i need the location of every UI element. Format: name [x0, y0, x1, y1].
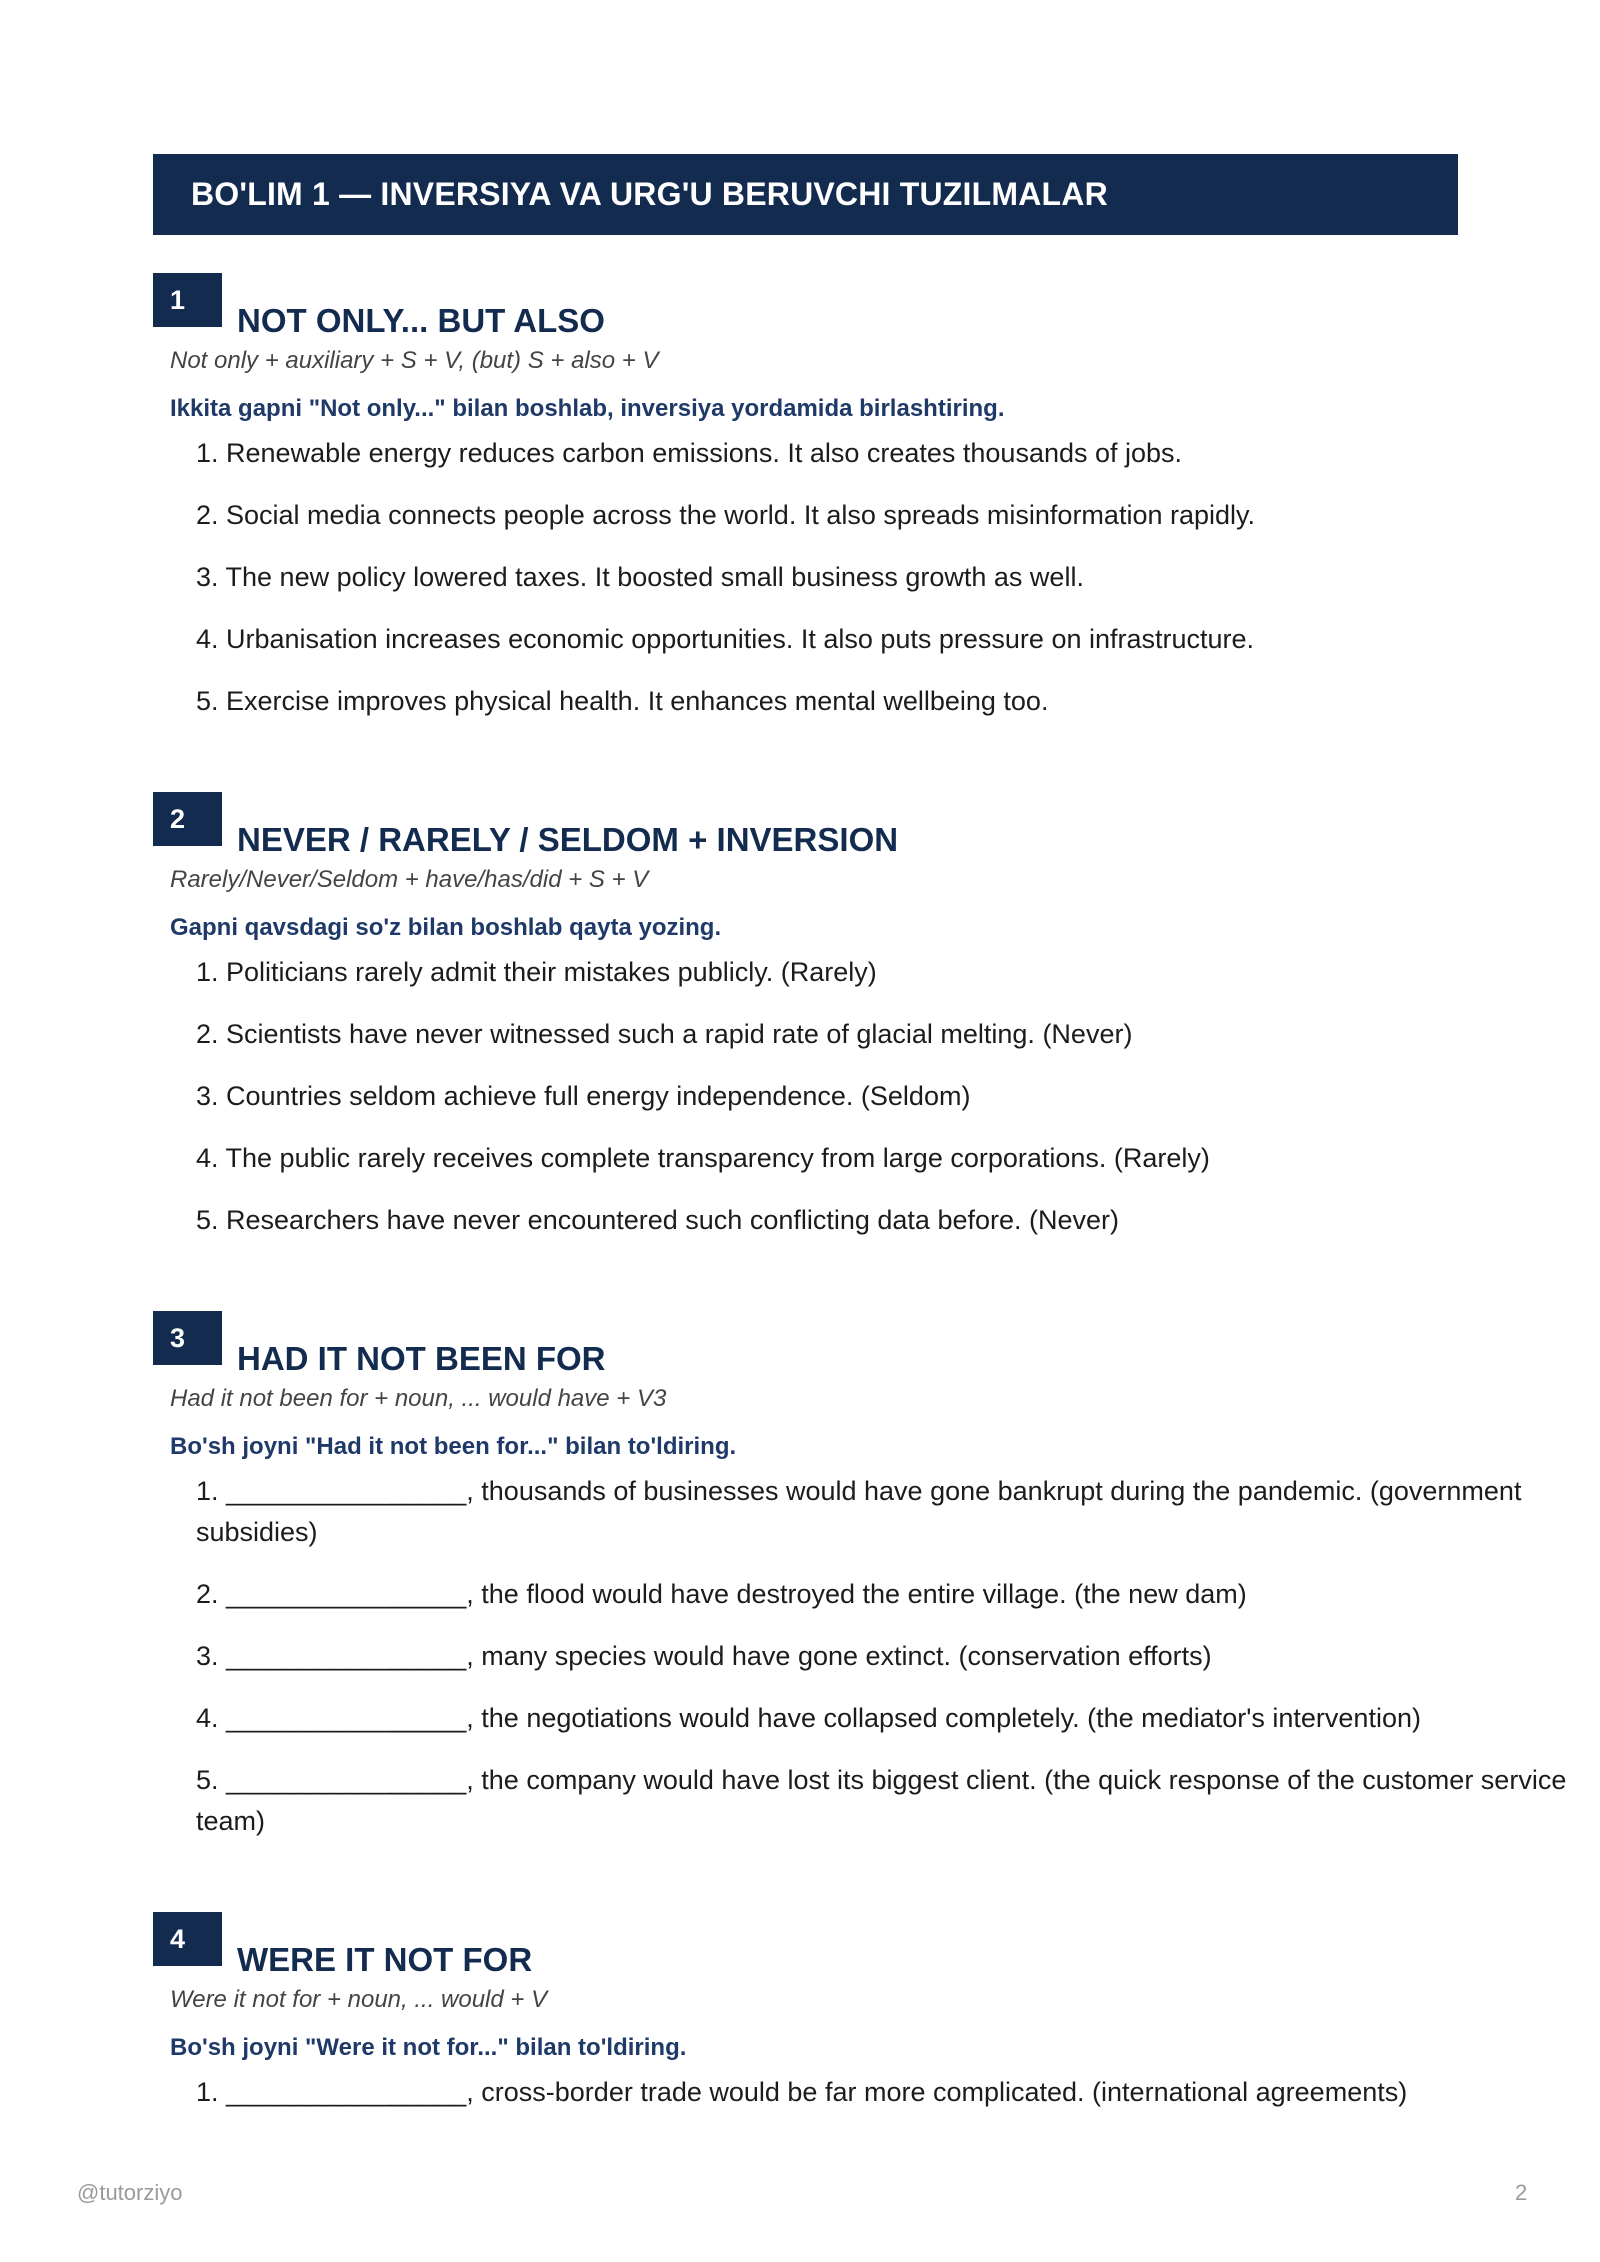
- exercise-instruction: Gapni qavsdagi so'z bilan boshlab qayta yozing.: [170, 914, 722, 941]
- exercise-header: [153, 1912, 1458, 1978]
- exercise-title: WERE IT NOT FOR: [237, 1941, 533, 1978]
- exercise-number-badge: 3: [153, 1311, 222, 1365]
- exercise-title: HAD IT NOT BEEN FOR: [237, 1340, 606, 1377]
- exercise-header: [153, 792, 1458, 858]
- section-title: BO'LIM 1 — INVERSIYA VA URG'U BERUVCHI TUZILMALAR: [191, 176, 1108, 212]
- exercise-4: [153, 1912, 1458, 2113]
- exercise-formula: Not only + auxiliary + S + V, (but) S + also + V: [170, 347, 659, 374]
- exercise-header: [153, 273, 1458, 339]
- exercise-items: [153, 1471, 1567, 1842]
- exercise-item: 4. Urbanisation increases economic opportunities. It also puts pressure on infrastructure.: [196, 624, 1255, 654]
- exercise-item: 3. The new policy lowered taxes. It boosted small business growth as well.: [196, 562, 1084, 592]
- exercise-item: 5. ________________, the company would have lost its biggest client. (the quick response of the customer service team): [196, 1765, 1567, 1836]
- exercise-item: 5. Researchers have never encountered such conflicting data before. (Never): [196, 1205, 1120, 1235]
- exercise-instruction: Bo'sh joyni "Were it not for..." bilan to'ldiring.: [170, 2034, 687, 2061]
- worksheet-page: [153, 154, 1567, 2134]
- exercise-number-badge: 4: [153, 1912, 222, 1966]
- exercise-item: 1. Politicians rarely admit their mistakes publicly. (Rarely): [196, 957, 877, 987]
- exercise-formula: Rarely/Never/Seldom + have/has/did + S + V: [170, 866, 649, 893]
- exercise-item: 1. Renewable energy reduces carbon emissions. It also creates thousands of jobs.: [196, 438, 1183, 468]
- page-number: 2: [1515, 2180, 1528, 2205]
- exercise-header: [153, 1311, 1458, 1377]
- exercise-instruction: Bo'sh joyni "Had it not been for..." bilan to'ldiring.: [170, 1433, 737, 1460]
- exercise-item: 4. ________________, the negotiations would have collapsed completely. (the mediator's intervention): [196, 1703, 1421, 1733]
- exercise-item: 2. Scientists have never witnessed such a rapid rate of glacial melting. (Never): [196, 1019, 1133, 1049]
- exercise-item: 2. Social media connects people across the world. It also spreads misinformation rapidly.: [196, 500, 1256, 530]
- exercise-item: 3. Countries seldom achieve full energy independence. (Seldom): [196, 1081, 971, 1111]
- exercise-item: 1. ________________, cross-border trade would be far more complicated. (international agreements): [196, 2077, 1408, 2107]
- section-banner: [153, 154, 1458, 235]
- exercise-title: NEVER / RARELY / SELDOM + INVERSION: [237, 821, 899, 858]
- exercise-items: [153, 952, 1458, 1241]
- exercise-2: [153, 792, 1458, 1241]
- exercise-3: [153, 1311, 1567, 1842]
- exercise-title: NOT ONLY... BUT ALSO: [237, 302, 605, 339]
- exercise-item: 4. The public rarely receives complete transparency from large corporations. (Rarely): [196, 1143, 1210, 1173]
- exercise-item: 5. Exercise improves physical health. It enhances mental wellbeing too.: [196, 686, 1049, 716]
- exercise-formula: Had it not been for + noun, ... would have + V3: [170, 1385, 667, 1412]
- exercise-items: [153, 2072, 1458, 2113]
- exercise-item: 3. ________________, many species would have gone extinct. (conservation efforts): [196, 1641, 1212, 1671]
- exercise-number-badge: 1: [153, 273, 222, 327]
- exercise-1: [153, 273, 1458, 722]
- exercise-formula: Were it not for + noun, ... would + V: [170, 1986, 548, 2013]
- footer-handle: @tutorziyo: [77, 2180, 183, 2205]
- exercise-items: [153, 433, 1458, 722]
- exercise-instruction: Ikkita gapni "Not only..." bilan boshlab, inversiya yordamida birlashtiring.: [170, 395, 1005, 422]
- exercise-item: 2. ________________, the flood would have destroyed the entire village. (the new dam): [196, 1579, 1247, 1609]
- exercise-item: 1. ________________, thousands of businesses would have gone bankrupt during the pandemic. (government subsidies): [196, 1476, 1522, 1547]
- exercise-number-badge: 2: [153, 792, 222, 846]
